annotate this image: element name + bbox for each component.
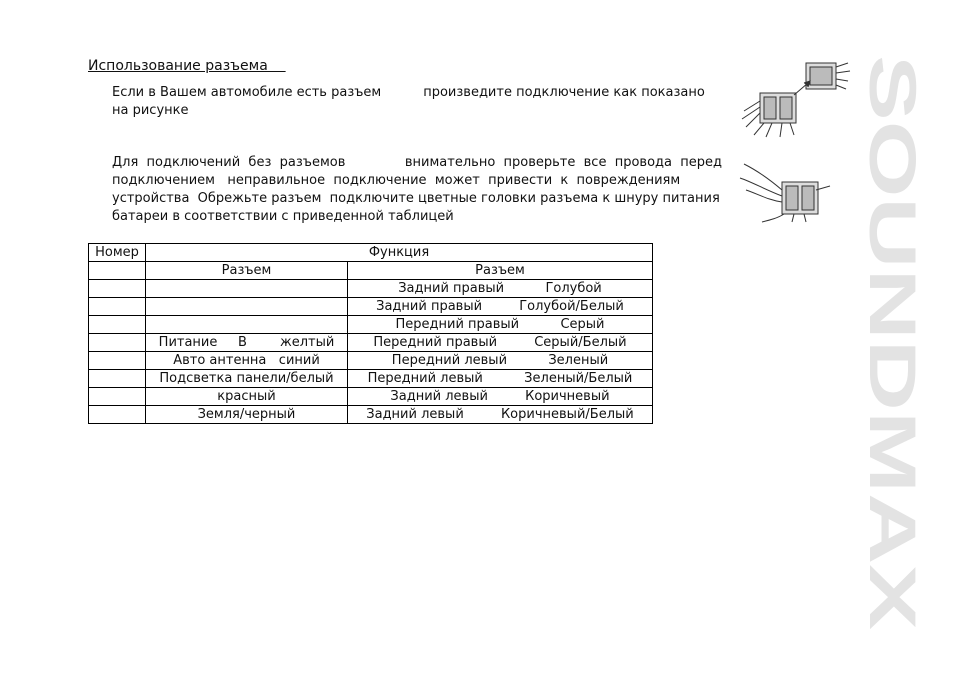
section-heading: Использование разъема — [88, 58, 286, 74]
table-header-row — [89, 244, 653, 262]
paragraph-connector-part1: Если в Вашем автомобиле есть разъем — [112, 85, 382, 100]
table-row — [89, 280, 653, 298]
table-header-function: Функция — [146, 244, 653, 262]
table-cell-number — [89, 334, 146, 352]
table-subheader-right: Разъем — [348, 262, 653, 280]
table-row — [89, 388, 653, 406]
table-cell-right: Передний левый Зеленый/Белый — [348, 370, 653, 388]
paragraph-connector — [112, 84, 722, 120]
table-cell-right: Передний правый Серый — [348, 316, 653, 334]
table-row — [89, 298, 653, 316]
bare-wire-connector-image — [738, 160, 833, 225]
paragraph-connector-part2: произведите подключение как показано — [423, 85, 705, 100]
table-cell-left: Подсветка панели/белый — [146, 370, 348, 388]
table-subheader-row — [89, 262, 653, 280]
table-header-number: Номер — [89, 244, 146, 262]
table-cell-right: Задний правый Голубой — [348, 280, 653, 298]
wiring-table — [88, 243, 653, 424]
table-cell-number — [89, 352, 146, 370]
table-cell-number — [89, 280, 146, 298]
connector-plug-image — [738, 55, 853, 140]
paragraph-no-connector — [112, 154, 722, 226]
table-cell-left — [146, 298, 348, 316]
table-cell-number — [89, 406, 146, 424]
table-cell-left — [146, 316, 348, 334]
table-cell-number — [89, 316, 146, 334]
paragraph-no-connector-line3: устройства Обрежьте разъем подключите цветные головки разъема к шнуру питания — [112, 191, 720, 206]
table-cell-number — [89, 298, 146, 316]
table-row — [89, 352, 653, 370]
table-row — [89, 334, 653, 352]
table-cell-right: Задний левый Коричневый/Белый — [348, 406, 653, 424]
table-subheader-left: Разъем — [146, 262, 348, 280]
table-cell-left: Авто антенна синий — [146, 352, 348, 370]
table-row — [89, 370, 653, 388]
table-cell-left — [146, 280, 348, 298]
table-cell-right: Задний правый Голубой/Белый — [348, 298, 653, 316]
paragraph-no-connector-line2: подключением неправильное подключение может привести к повреждениям — [112, 173, 681, 188]
table-cell-right: Передний левый Зеленый — [348, 352, 653, 370]
table-cell-number — [89, 370, 146, 388]
table-cell-number — [89, 388, 146, 406]
table-cell-left: красный — [146, 388, 348, 406]
table-cell-number — [89, 262, 146, 280]
table-cell-right: Передний правый Серый/Белый — [348, 334, 653, 352]
soundmax-logo — [856, 55, 930, 630]
table-cell-left: Земля/черный — [146, 406, 348, 424]
paragraph-no-connector-line1a: Для подключений без разъемов — [112, 155, 346, 170]
table-row — [89, 316, 653, 334]
logo-text: SOUNDMAX — [856, 55, 930, 441]
table-cell-right: Задний левый Коричневый — [348, 388, 653, 406]
table-row — [89, 406, 653, 424]
paragraph-connector-line2: на рисунке — [112, 103, 189, 118]
paragraph-no-connector-line4: батареи в соответствии с приведенной таблицей — [112, 209, 454, 224]
table-cell-left: Питание В желтый — [146, 334, 348, 352]
paragraph-no-connector-line1b: внимательно проверьте все провода перед — [404, 155, 722, 170]
